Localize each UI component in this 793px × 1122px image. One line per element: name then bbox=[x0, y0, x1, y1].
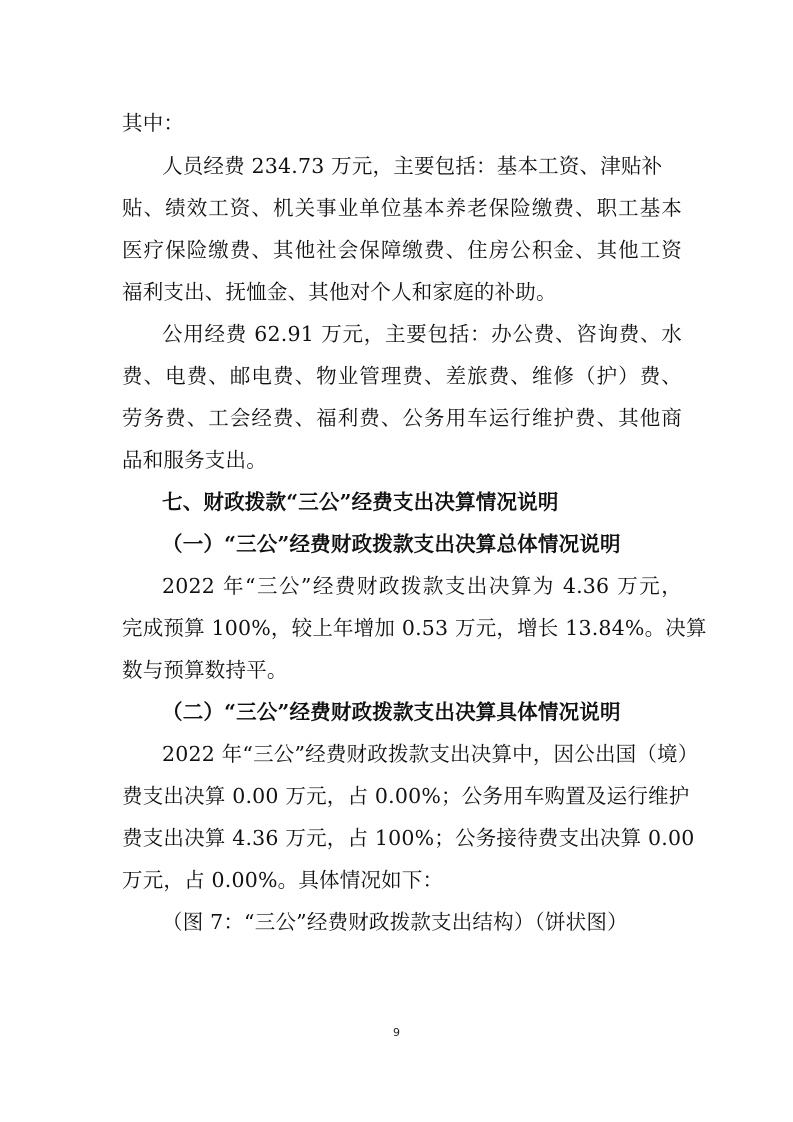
overall-line-2: 完成预算 100%，较上年增加 0.53 万元，增长 13.84%。决算 bbox=[122, 616, 707, 640]
detail-line-1: 2022 年“三公”经费财政拨款支出决算中，因公出国（境） bbox=[162, 742, 699, 766]
personnel-expense-line-4: 福利支出、抚恤金、其他对个人和家庭的补助。 bbox=[122, 280, 557, 304]
paragraph-intro: 其中： bbox=[122, 111, 185, 135]
personnel-expense-line-3: 医疗保险缴费、其他社会保障缴费、住房公积金、其他工资 bbox=[122, 238, 682, 262]
detail-line-4: 万元，占 0.00%。具体情况如下： bbox=[122, 868, 444, 892]
public-expense-line-3: 劳务费、工会经费、福利费、公务用车运行维护费、其他商 bbox=[122, 406, 682, 430]
detail-line-2: 费支出决算 0.00 万元，占 0.00%；公务用车购置及运行维护 bbox=[122, 784, 690, 808]
public-expense-line-4: 品和服务支出。 bbox=[122, 448, 267, 472]
page-number: 9 bbox=[393, 1026, 400, 1039]
subheading-one: （一）“三公”经费财政拨款支出决算总体情况说明 bbox=[162, 532, 621, 556]
subheading-two: （二）“三公”经费财政拨款支出决算具体情况说明 bbox=[162, 700, 621, 724]
section-heading-seven: 七、财政拨款“三公”经费支出决算情况说明 bbox=[162, 490, 559, 514]
public-expense-line-1: 公用经费 62.91 万元，主要包括：办公费、咨询费、水 bbox=[162, 322, 682, 346]
overall-line-3: 数与预算数持平。 bbox=[122, 658, 288, 682]
overall-line-1: 2022 年“三公”经费财政拨款支出决算为 4.36 万元， bbox=[162, 574, 682, 598]
public-expense-line-2: 费、电费、邮电费、物业管理费、差旅费、维修（护）费、 bbox=[122, 364, 682, 388]
personnel-expense-line-2: 贴、绩效工资、机关事业单位基本养老保险缴费、职工基本 bbox=[122, 196, 682, 220]
detail-line-3: 费支出决算 4.36 万元，占 100%；公务接待费支出决算 0.00 bbox=[122, 826, 695, 850]
figure-caption: （图 7：“三公”经费财政拨款支出结构）（饼状图） bbox=[162, 910, 628, 934]
personnel-expense-line-1: 人员经费 234.73 万元，主要包括：基本工资、津贴补 bbox=[162, 154, 663, 178]
